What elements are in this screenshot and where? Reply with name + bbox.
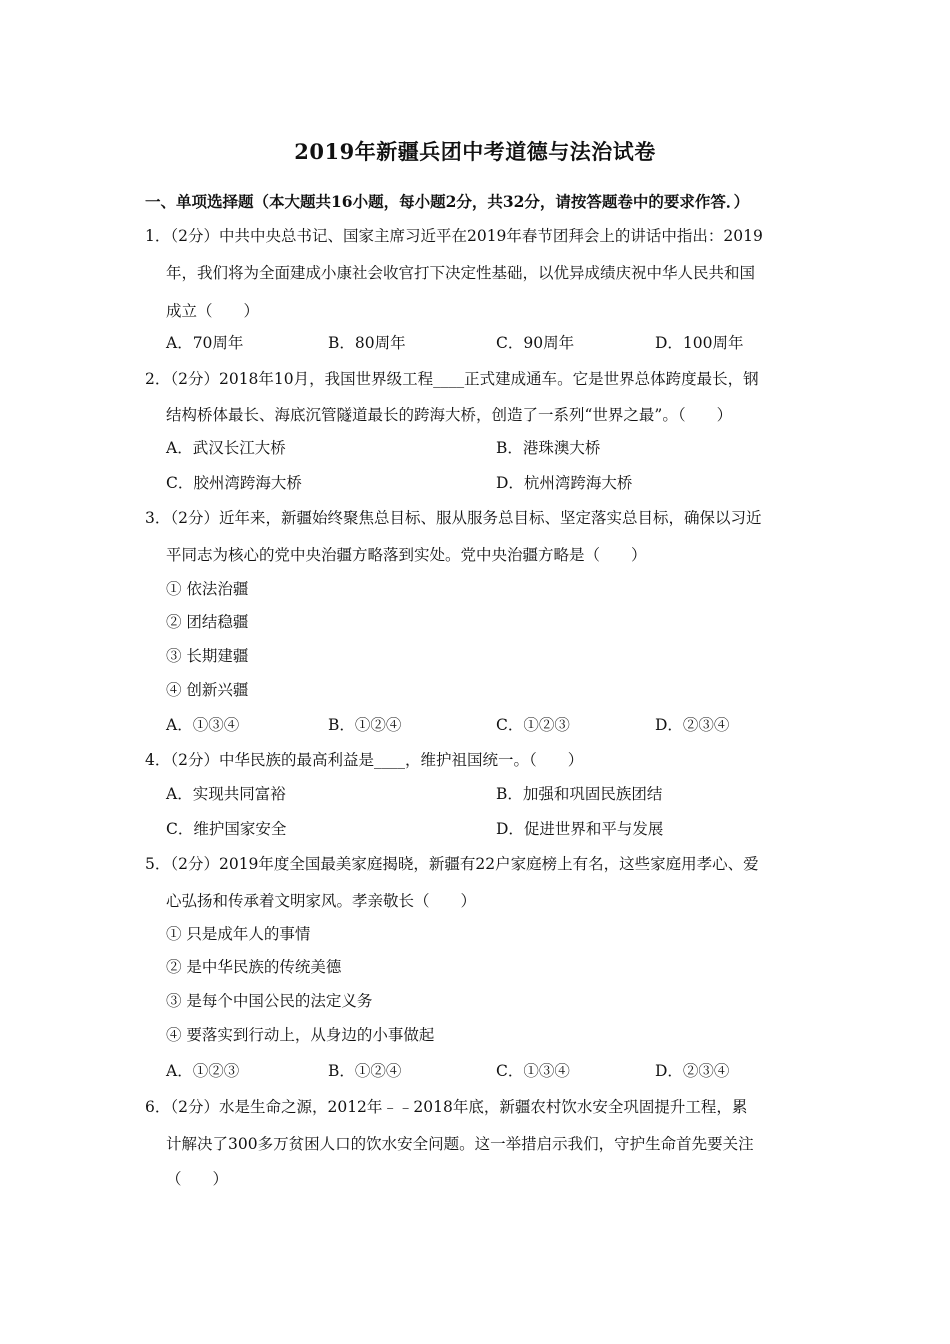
question-4-option-b: B．加强和巩固民族团结 [496,785,663,803]
question-4-line-1: 4．（2分）中华民族的最高利益是____，维护祖国统一。（ ） [145,751,584,769]
question-1-option-a: A．70周年 [166,334,244,352]
question-3-statement-4: ④ 创新兴疆 [166,681,249,699]
question-6-line-2: 计解决了300多万贫困人口的饮水安全问题。这一举措启示我们，守护生命首先要关注 [166,1135,754,1153]
question-1-option-c: C．90周年 [496,334,575,352]
question-2-line-1: 2．（2分）2018年10月，我国世界级工程____正式建成通车。它是世界总体跨度最长，钢 [145,370,759,388]
question-6-line-1: 6．（2分）水是生命之源，2012年﹣﹣2018年底，新疆农村饮水安全巩固提升工程，累 [145,1098,748,1116]
question-4-option-c: C．维护国家安全 [166,820,287,838]
question-3-statement-2: ② 团结稳疆 [166,613,249,631]
section-heading: 一、单项选择题（本大题共16小题，每小题2分，共32分，请按答题卷中的要求作答．） [145,192,750,211]
question-3-line-2: 平同志为核心的党中央治疆方略落到实处。党中央治疆方略是（ ） [166,546,647,564]
question-5-option-a: A．①②③ [166,1062,240,1080]
page-title: 2019年新疆兵团中考道德与法治试卷 [294,139,656,164]
question-3-option-b: B．①②④ [328,716,402,734]
question-1-line-1: 1．（2分）中共中央总书记、国家主席习近平在2019年春节团拜会上的讲话中指出：2019 [145,227,763,245]
question-5-statement-2: ② 是中华民族的传统美德 [166,958,342,976]
question-5-statement-3: ③ 是每个中国公民的法定义务 [166,992,373,1010]
question-2-option-c: C．胶州湾跨海大桥 [166,474,302,492]
question-5-statement-4: ④ 要落实到行动上，从身边的小事做起 [166,1026,435,1044]
question-6-line-3: （ ） [166,1170,229,1188]
question-2-option-a: A．武汉长江大桥 [166,439,286,457]
question-1-line-2: 年，我们将为全面建成小康社会收官打下决定性基础，以优异成绩庆祝中华人民共和国 [166,264,756,282]
question-5-line-2: 心弘扬和传承着文明家风。孝亲敬长（ ） [166,892,477,910]
question-3-option-a: A．①③④ [166,716,240,734]
question-2-option-b: B．港珠澳大桥 [496,439,601,457]
question-1-option-b: B．80周年 [328,334,406,352]
question-5-option-c: C．①③④ [496,1062,570,1080]
question-1-line-3: 成立（ ） [166,302,260,320]
question-3-statement-3: ③ 长期建疆 [166,647,249,665]
question-5-line-1: 5．（2分）2019年度全国最美家庭揭晓，新疆有22户家庭榜上有名，这些家庭用孝心、爱 [145,855,759,873]
question-5-statement-1: ① 只是成年人的事情 [166,925,311,943]
question-3-statement-1: ① 依法治疆 [166,580,249,598]
question-3-line-1: 3．（2分）近年来，新疆始终聚焦总目标、服从服务总目标、坚定落实总目标，确保以习近 [145,509,762,527]
question-4-option-d: D．促进世界和平与发展 [496,820,664,838]
question-3-option-d: D．②③④ [655,716,730,734]
question-1-option-d: D．100周年 [655,334,744,352]
question-4-option-a: A．实现共同富裕 [166,785,286,803]
question-2-line-2: 结构桥体最长、海底沉管隧道最长的跨海大桥，创造了一系列“世界之最”。（ ） [166,406,733,424]
question-5-option-d: D．②③④ [655,1062,730,1080]
question-3-option-c: C．①②③ [496,716,570,734]
question-5-option-b: B．①②④ [328,1062,402,1080]
question-2-option-d: D．杭州湾跨海大桥 [496,474,633,492]
